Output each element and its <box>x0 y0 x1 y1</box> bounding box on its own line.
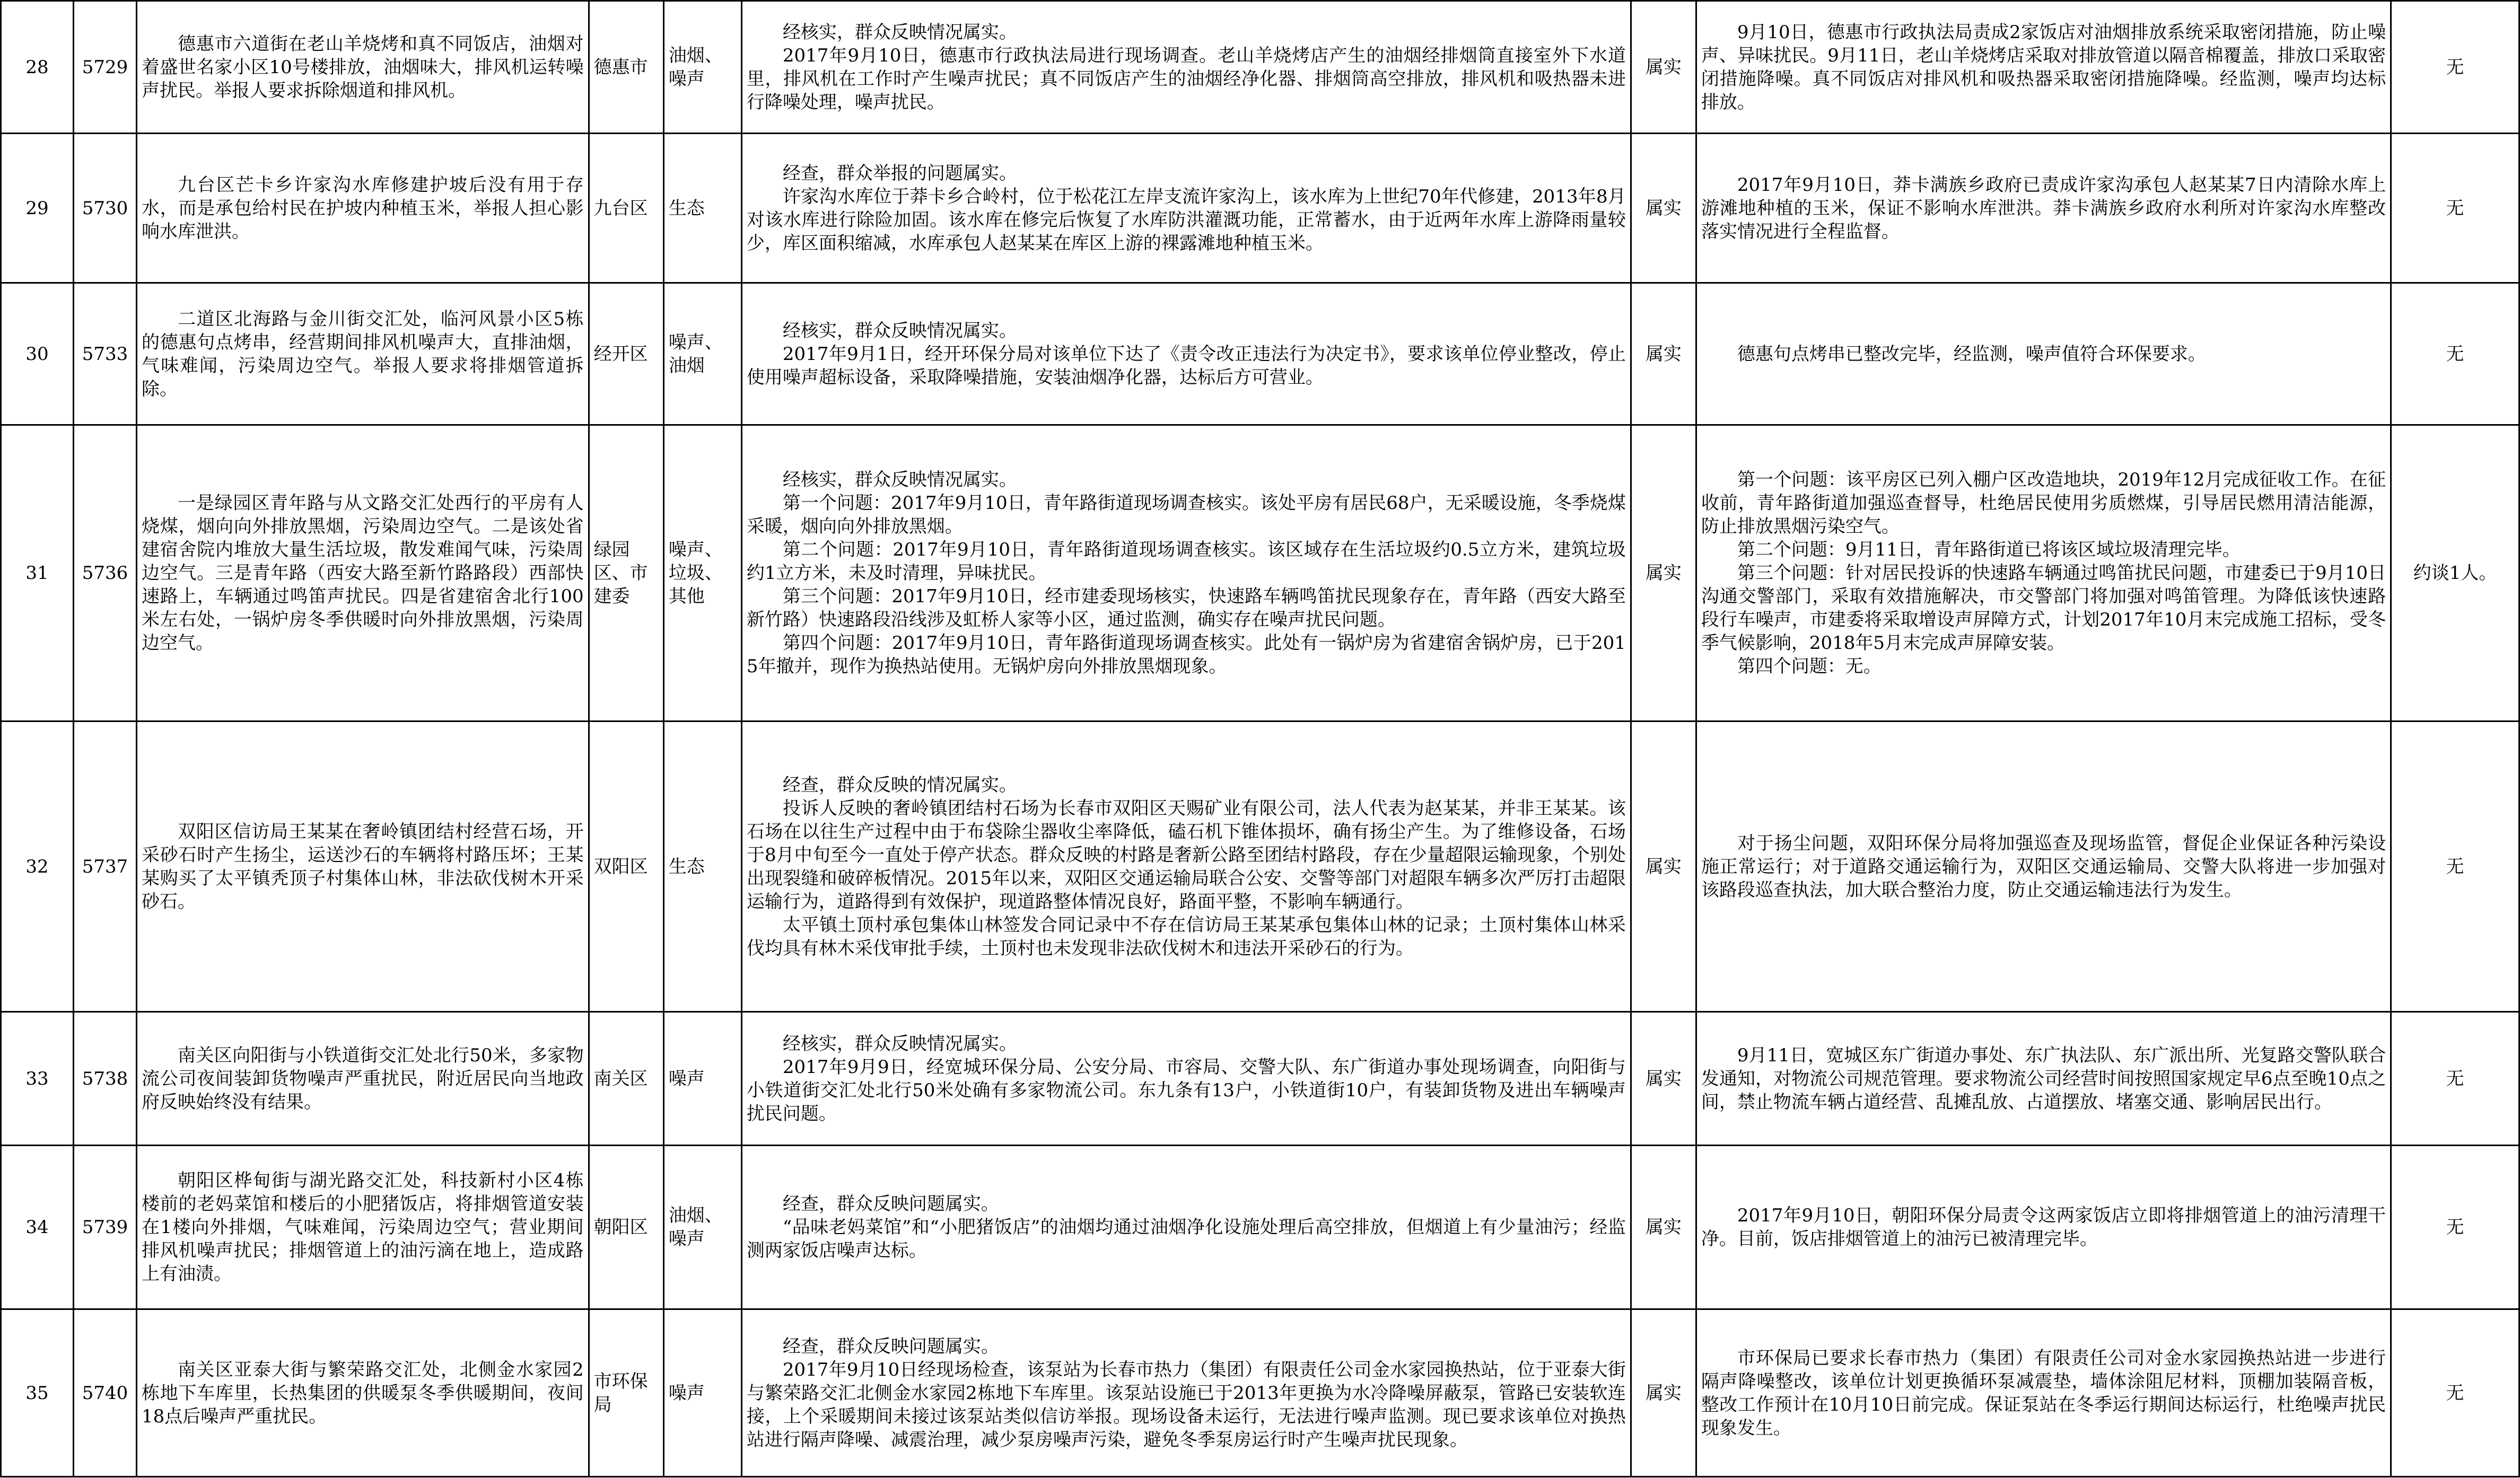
investigation-result-paragraph: 经核实，群众反映情况属实。 <box>782 469 1017 490</box>
responsibility: 无 <box>2391 1012 2519 1146</box>
complaint-text <box>136 1012 589 1146</box>
table-row <box>1 283 2519 425</box>
complaint-text <box>136 283 589 425</box>
row-number: 34 <box>1 1146 74 1309</box>
pollution-type: 噪声、垃圾、其他 <box>663 425 741 722</box>
rectification-paragraph: 2017年9月10日，莽卡满族乡政府已责成许家沟承包人赵某某7日内清除水库上游滩地种植的玉米，保证不影响水库泄洪。莽卡满族乡政府水利所对许家沟水库整改落实情况进行全程监督。 <box>1701 174 2386 242</box>
pollution-type: 噪声、油烟 <box>663 283 741 425</box>
rectification <box>1696 1146 2391 1309</box>
rectification-paragraph: 第四个问题：无。 <box>1737 656 1882 677</box>
responsibility: 无 <box>2391 1309 2519 1477</box>
investigation-result-paragraph: 经核实，群众反映情况属实。 <box>782 320 1017 341</box>
rectification-paragraph: 第二个问题：9月11日，青年路街道已将该区域垃圾清理完毕。 <box>1737 539 2241 560</box>
case-id: 5730 <box>74 134 137 283</box>
responsibility: 无 <box>2391 1 2519 134</box>
case-id: 5738 <box>74 1012 137 1146</box>
investigation-result <box>741 134 1631 283</box>
responsibility: 无 <box>2391 1146 2519 1309</box>
responsibility: 无 <box>2391 134 2519 283</box>
pollution-type: 噪声 <box>663 1012 741 1146</box>
rectification-paragraph: 2017年9月10日，朝阳环保分局责令这两家饭店立即将排烟管道上的油污清理干净。目前，饭店排烟管道上的油污已被清理完毕。 <box>1701 1205 2386 1250</box>
investigation-result-paragraph: 经查，群众举报的问题属实。 <box>782 162 1017 184</box>
table-row <box>1 1146 2519 1309</box>
investigation-result-paragraph: 2017年9月9日，经宽城环保分局、公安分局、市容局、交警大队、东广街道办事处现场调查，向阳街与小铁道街交汇处北行50米处确有多家物流公司。东九条有13户，小铁道街10户，有装卸货物及进出车辆噪声扰民问题。 <box>746 1056 1626 1124</box>
complaint-text-paragraph: 一是绿园区青年路与从文路交汇处西行的平房有人烧煤，烟向向外排放黑烟，污染周边空气。二是该处省建宿舍院内堆放大量生活垃圾，散发难闻气味，污染周边空气。三是青年路（西安大路至新竹路路段）西部快速路上，车辆通过鸣笛声扰民。四是省建宿舍北行100米左右处，一锅炉房冬季供暖时向外排放黑烟，污染周边空气。 <box>141 492 584 654</box>
verdict: 属实 <box>1631 1146 1696 1309</box>
district: 九台区 <box>589 134 663 283</box>
complaint-text-paragraph: 九台区芒卡乡许家沟水库修建护坡后没有用于存水，而是承包给村民在护坡内种植玉米，举报人担心影响水库泄洪。 <box>141 174 584 242</box>
verdict: 属实 <box>1631 1 1696 134</box>
case-id: 5733 <box>74 283 137 425</box>
pollution-type: 生态 <box>663 722 741 1012</box>
table-row <box>1 1 2519 134</box>
investigation-result-paragraph: 经查，群众反映问题属实。 <box>782 1193 999 1215</box>
rectification <box>1696 1012 2391 1146</box>
investigation-result-paragraph: 经查，群众反映的情况属实。 <box>782 774 1017 796</box>
row-number: 30 <box>1 283 74 425</box>
complaint-text-paragraph: 南关区亚泰大街与繁荣路交汇处，北侧金水家园2栋地下车库里，长热集团的供暖泵冬季供暖期间，夜间18点后噪声严重扰民。 <box>141 1359 584 1427</box>
verdict: 属实 <box>1631 1012 1696 1146</box>
responsibility: 无 <box>2391 722 2519 1012</box>
complaint-text-paragraph: 二道区北海路与金川街交汇处，临河风景小区5栋的德惠句点烤串，经营期间排风机噪声大，直排油烟，气味难闻，污染周边空气。举报人要求将排烟管道拆除。 <box>141 308 584 400</box>
investigation-result-paragraph: 经查，群众反映问题属实。 <box>782 1335 999 1357</box>
rectification-paragraph: 9月10日，德惠市行政执法局责成2家饭店对油烟排放系统采取密闭措施，防止噪声、异味扰民。9月11日，老山羊烧烤店采取对排放管道以隔音棉覆盖，排放口采取密闭措施降噪。真不同饭店对排风机和吸热器采取密闭措施降噪。经监测，噪声均达标排放。 <box>1701 21 2386 113</box>
investigation-result-paragraph: 太平镇土顶村承包集体山林签发合同记录中不存在信访局王某某承包集体山林的记录；土顶村集体山林采伐均具有林木采伐审批手续，土顶村也未发现非法砍伐树木和违法开采砂石的行为。 <box>746 914 1626 959</box>
verdict: 属实 <box>1631 425 1696 722</box>
investigation-result-paragraph: 第二个问题：2017年9月10日，青年路街道现场调查核实。该区域存在生活垃圾约0.5立方米，建筑垃圾约1立方米，未及时清理，异味扰民。 <box>746 539 1626 584</box>
case-id: 5729 <box>74 1 137 134</box>
verdict: 属实 <box>1631 1309 1696 1477</box>
complaint-text <box>136 1309 589 1477</box>
table-row <box>1 134 2519 283</box>
complaint-text-paragraph: 德惠市六道街在老山羊烧烤和真不同饭店，油烟对着盛世名家小区10号楼排放，油烟味大，排风机运转噪声扰民。举报人要求拆除烟道和排风机。 <box>141 33 584 101</box>
table-row <box>1 1012 2519 1146</box>
investigation-result-paragraph: 第三个问题：2017年9月10日，经市建委现场核实，快速路车辆鸣笛扰民现象存在，青年路（西安大路至新竹路）快速路段沿线涉及虹桥人家等小区，通过监测，确实存在噪声扰民问题。 <box>746 586 1626 630</box>
investigation-result <box>741 1012 1631 1146</box>
investigation-result-paragraph: 许家沟水库位于莽卡乡合岭村，位于松花江左岸支流许家沟上，该水库为上世纪70年代修建，2013年8月对该水库进行除险加固。该水库在修完后恢复了水库防洪灌溉功能，正常蓄水，由于近两年水库上游降雨量较少，库区面积缩减，水库承包人赵某某在库区上游的裸露滩地种植玉米。 <box>746 186 1626 254</box>
complaint-text <box>136 722 589 1012</box>
complaint-text-paragraph: 南关区向阳街与小铁道街交汇处北行50米，多家物流公司夜间装卸货物噪声严重扰民，附近居民向当地政府反映始终没有结果。 <box>141 1044 584 1113</box>
pollution-type: 油烟、噪声 <box>663 1 741 134</box>
district: 南关区 <box>589 1012 663 1146</box>
rectification-paragraph: 德惠句点烤串已整改完毕，经监测，噪声值符合环保要求。 <box>1737 343 2206 365</box>
district: 德惠市 <box>589 1 663 134</box>
investigation-result <box>741 1309 1631 1477</box>
table-row <box>1 722 2519 1012</box>
rectification-paragraph: 第一个问题：该平房区已列入棚户区改造地块，2019年12月完成征收工作。在征收前，青年路街道加强巡查督导，杜绝居民使用劣质燃煤，引导居民燃用清洁能源，防止排放黑烟污染空气。 <box>1701 469 2386 537</box>
complaint-text <box>136 1 589 134</box>
investigation-result-paragraph: 第四个问题：2017年9月10日，青年路街道现场调查核实。此处有一锅炉房为省建宿舍锅炉房，已于2015年撤并，现作为换热站使用。无锅炉房向外排放黑烟现象。 <box>746 632 1626 677</box>
investigation-result <box>741 1146 1631 1309</box>
rectification-paragraph: 9月11日，宽城区东广街道办事处、东广执法队、东广派出所、光复路交警队联合发通知，对物流公司规范管理。要求物流公司经营时间按照国家规定早6点至晚10点之间，禁止物流车辆占道经营、乱摊乱放、占道摆放、堵塞交通、影响居民出行。 <box>1701 1044 2386 1113</box>
row-number: 35 <box>1 1309 74 1477</box>
investigation-result <box>741 722 1631 1012</box>
row-number: 29 <box>1 134 74 283</box>
responsibility: 无 <box>2391 283 2519 425</box>
case-id: 5736 <box>74 425 137 722</box>
complaint-text <box>136 134 589 283</box>
investigation-result-paragraph: 2017年9月10日经现场检查，该泵站为长春市热力（集团）有限责任公司金水家园换热站，位于亚泰大街与繁荣路交汇北侧金水家园2栋地下车库里。该泵站设施已于2013年更换为水冷降噪屏蔽泵，管路已安装软连接，上个采暖期间未接过该泵站类似信访举报。现场设备未运行，无法进行噪声监测。现已要求该单位对换热站进行隔声降噪、减震治理，减少泵房噪声污染，避免冬季泵房运行时产生噪声扰民现象。 <box>746 1359 1626 1450</box>
investigation-result-paragraph: “品味老妈菜馆”和“小肥猪饭店”的油烟均通过油烟净化设施处理后高空排放，但烟道上有少量油污；经监测两家饭店噪声达标。 <box>746 1217 1626 1261</box>
rectification-paragraph: 第三个问题：针对居民投诉的快速路车辆通过鸣笛扰民问题，市建委已于9月10日沟通交警部门，采取有效措施解决，市交警部门将加强对鸣笛管理。为降低该快速路段行车噪声，市建委将采取增设声屏障方式，计划2017年10月末完成施工招标，受冬季气候影响，2018年5月末完成声屏障安装。 <box>1701 562 2386 654</box>
investigation-result <box>741 425 1631 722</box>
investigation-result-paragraph: 2017年9月1日，经开环保分局对该单位下达了《责令改正违法行为决定书》，要求该单位停业整改，停止使用噪声超标设备，采取降噪措施，安装油烟净化器，达标后方可营业。 <box>746 343 1626 388</box>
row-number: 31 <box>1 425 74 722</box>
pollution-type: 噪声 <box>663 1309 741 1477</box>
district: 朝阳区 <box>589 1146 663 1309</box>
investigation-result <box>741 283 1631 425</box>
investigation-result-paragraph: 2017年9月10日，德惠市行政执法局进行现场调查。老山羊烧烤店产生的油烟经排烟筒直接室外下水道里，排风机在工作时产生噪声扰民；真不同饭店产生的油烟经净化器、排烟筒高空排放，排风机和吸热器未进行降噪处理，噪声扰民。 <box>746 45 1626 113</box>
investigation-result-paragraph: 经核实，群众反映情况属实。 <box>782 1033 1017 1054</box>
responsibility: 约谈1人。 <box>2391 425 2519 722</box>
row-number: 32 <box>1 722 74 1012</box>
complaint-text <box>136 1146 589 1309</box>
district: 双阳区 <box>589 722 663 1012</box>
verdict: 属实 <box>1631 722 1696 1012</box>
pollution-type: 油烟、噪声 <box>663 1146 741 1309</box>
pollution-type: 生态 <box>663 134 741 283</box>
rectification <box>1696 1 2391 134</box>
complaint-text-paragraph: 朝阳区桦甸街与湖光路交汇处，科技新村小区4栋楼前的老妈菜馆和楼后的小肥猪饭店，将排烟管道安装在1楼向外排烟，气味难闻，污染周边空气；营业期间排风机噪声扰民；排烟管道上的油污滴在地上，造成路上有油渍。 <box>141 1170 584 1285</box>
rectification <box>1696 425 2391 722</box>
investigation-result-paragraph: 第一个问题：2017年9月10日，青年路街道现场调查核实。该处平房有居民68户，无采暖设施，冬季烧煤采暖，烟向向外排放黑烟。 <box>746 492 1626 537</box>
investigation-result <box>741 1 1631 134</box>
rectification-paragraph: 市环保局已要求长春市热力（集团）有限责任公司对金水家园换热站进一步进行隔声降噪整改，该单位计划更换循环泵减震垫，墙体涂阻尼材料，顶棚加装隔音板，整改工作预计在10月10日前完成。保证泵站在冬季运行期间达标运行，杜绝噪声扰民现象发生。 <box>1701 1347 2386 1439</box>
case-id: 5740 <box>74 1309 137 1477</box>
rectification <box>1696 1309 2391 1477</box>
row-number: 33 <box>1 1012 74 1146</box>
district: 经开区 <box>589 283 663 425</box>
verdict: 属实 <box>1631 283 1696 425</box>
table-row <box>1 1309 2519 1477</box>
rectification <box>1696 283 2391 425</box>
district: 绿园区、市建委 <box>589 425 663 722</box>
case-id: 5737 <box>74 722 137 1012</box>
rectification <box>1696 134 2391 283</box>
complaint-text-paragraph: 双阳区信访局王某某在奢岭镇团结村经营石场，开采砂石时产生扬尘，运送沙石的车辆将村路压坏；王某某购买了太平镇秃顶子村集体山林，非法砍伐树木开采砂石。 <box>141 821 584 912</box>
table-row <box>1 425 2519 722</box>
district: 市环保局 <box>589 1309 663 1477</box>
row-number: 28 <box>1 1 74 134</box>
case-id: 5739 <box>74 1146 137 1309</box>
verdict: 属实 <box>1631 134 1696 283</box>
rectification-paragraph: 对于扬尘问题，双阳环保分局将加强巡查及现场监管，督促企业保证各种污染设施正常运行；对于道路交通运输行为，双阳区交通运输局、交警大队将进一步加强对该路段巡查执法，加大联合整治力度，防止交通运输违法行为发生。 <box>1701 832 2386 901</box>
investigation-result-paragraph: 投诉人反映的奢岭镇团结村石场为长春市双阳区天赐矿业有限公司，法人代表为赵某某，并非王某某。该石场在以往生产过程中由于布袋除尘器收尘率降低，磕石机下锥体损坏，确有扬尘产生。为了维修设备，石场于8月中旬至今一直处于停产状态。群众反映的村路是奢新公路至团结村路段，存在少量超限运输现象，个别处出现裂缝和破碎板情况。2015年以来，双阳区交通运输局联合公安、交警等部门对超限车辆多次严厉打击超限运输行为，道路得到有效保护，现道路整体情况良好，路面平整，不影响车辆通行。 <box>746 797 1626 912</box>
investigation-result-paragraph: 经核实，群众反映情况属实。 <box>782 21 1017 43</box>
rectification <box>1696 722 2391 1012</box>
complaint-text <box>136 425 589 722</box>
